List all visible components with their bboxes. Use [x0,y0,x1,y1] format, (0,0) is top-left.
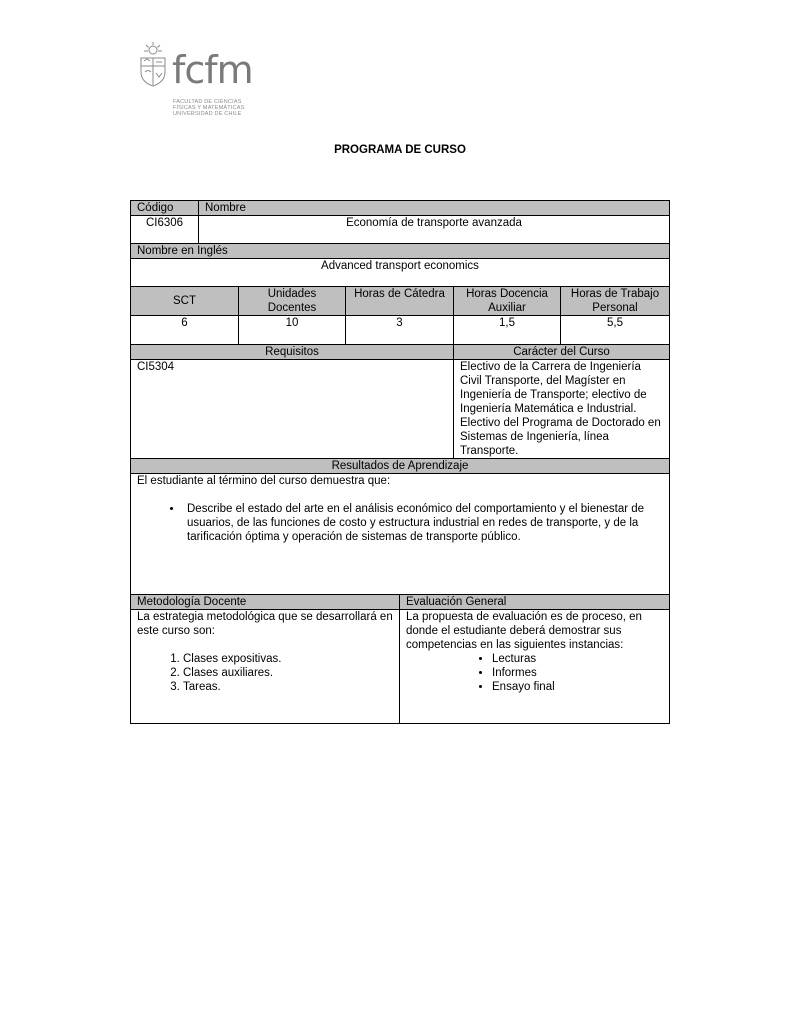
sct-value: 6 [131,316,239,345]
metodologia-header: Metodología Docente [131,595,400,610]
logo-wordmark: fcfm [172,48,253,92]
list-item: • Describe el estado del arte en el análisis económico del comportamiento y el bienestar de usuarios, de las funciones de costo y estructura industrial en redes de transporte, y de la tarificación óptima y operación de sistemas de transporte público. [183,502,663,544]
evaluacion-list [406,652,663,694]
list-item: 1. Clases expositivas. [183,652,393,666]
metodologia-list [137,652,393,694]
university-crest-icon [137,42,169,88]
unidades-docentes-value: 10 [239,316,346,345]
codigo-header: Código [131,201,199,216]
evaluacion-body [400,610,670,724]
course-name: Economía de transporte avanzada [199,216,670,244]
horas-trabajo-personal-header: Horas de Trabajo Personal [561,287,670,316]
english-name-header: Nombre en Inglés [131,244,670,259]
list-item: • Lecturas [492,652,663,666]
evaluacion-intro: La propuesta de evaluación es de proceso, en donde el estudiante deberá demostrar sus competencias en las siguientes instancias: [406,611,642,651]
list-item: 3. Tareas. [183,680,393,694]
unidades-docentes-header: Unidades Docentes [239,287,346,316]
list-item: 2. Clases auxiliares. [183,666,393,680]
resultados-header: Resultados de Aprendizaje [131,459,670,474]
resultados-intro: El estudiante al término del curso demuestra que: [137,475,391,487]
fcfm-logo [137,42,257,118]
resultados-list [137,502,663,544]
metodologia-intro: La estrategia metodológica que se desarrollará en este curso son: [137,611,393,637]
requisitos-header: Requisitos [131,345,454,360]
english-name: Advanced transport economics [131,259,670,287]
list-item: • Ensayo final [492,680,663,694]
horas-trabajo-personal-value: 5,5 [561,316,670,345]
course-code: CI6306 [131,216,199,244]
requisitos-value: CI5304 [131,360,454,459]
resultados-body [131,474,670,595]
logo-subtitle: FACULTAD DE CIENCIAS FÍSICAS Y MATEMÁTICAS UNIVERSIDAD DE CHILE [173,99,245,117]
caracter-value: Electivo de la Carrera de Ingeniería Civil Transporte, del Magíster en Ingeniería de Transporte; electivo de Ingeniería Matemática e Industrial. Electivo del Programa de Doctorado en Sistemas de Ingeniería, línea Transporte. [454,360,670,459]
horas-catedra-header: Horas de Cátedra [346,287,454,316]
evaluacion-header: Evaluación General [400,595,670,610]
horas-auxiliar-header: Horas Docencia Auxiliar [454,287,561,316]
sct-header: SCT [131,287,239,316]
page-title: PROGRAMA DE CURSO [334,144,466,156]
caracter-header: Carácter del Curso [454,345,670,360]
list-item: • Informes [492,666,663,680]
course-program-table [130,200,670,724]
horas-catedra-value: 3 [346,316,454,345]
metodologia-body [131,610,400,724]
horas-auxiliar-value: 1,5 [454,316,561,345]
nombre-header: Nombre [199,201,670,216]
